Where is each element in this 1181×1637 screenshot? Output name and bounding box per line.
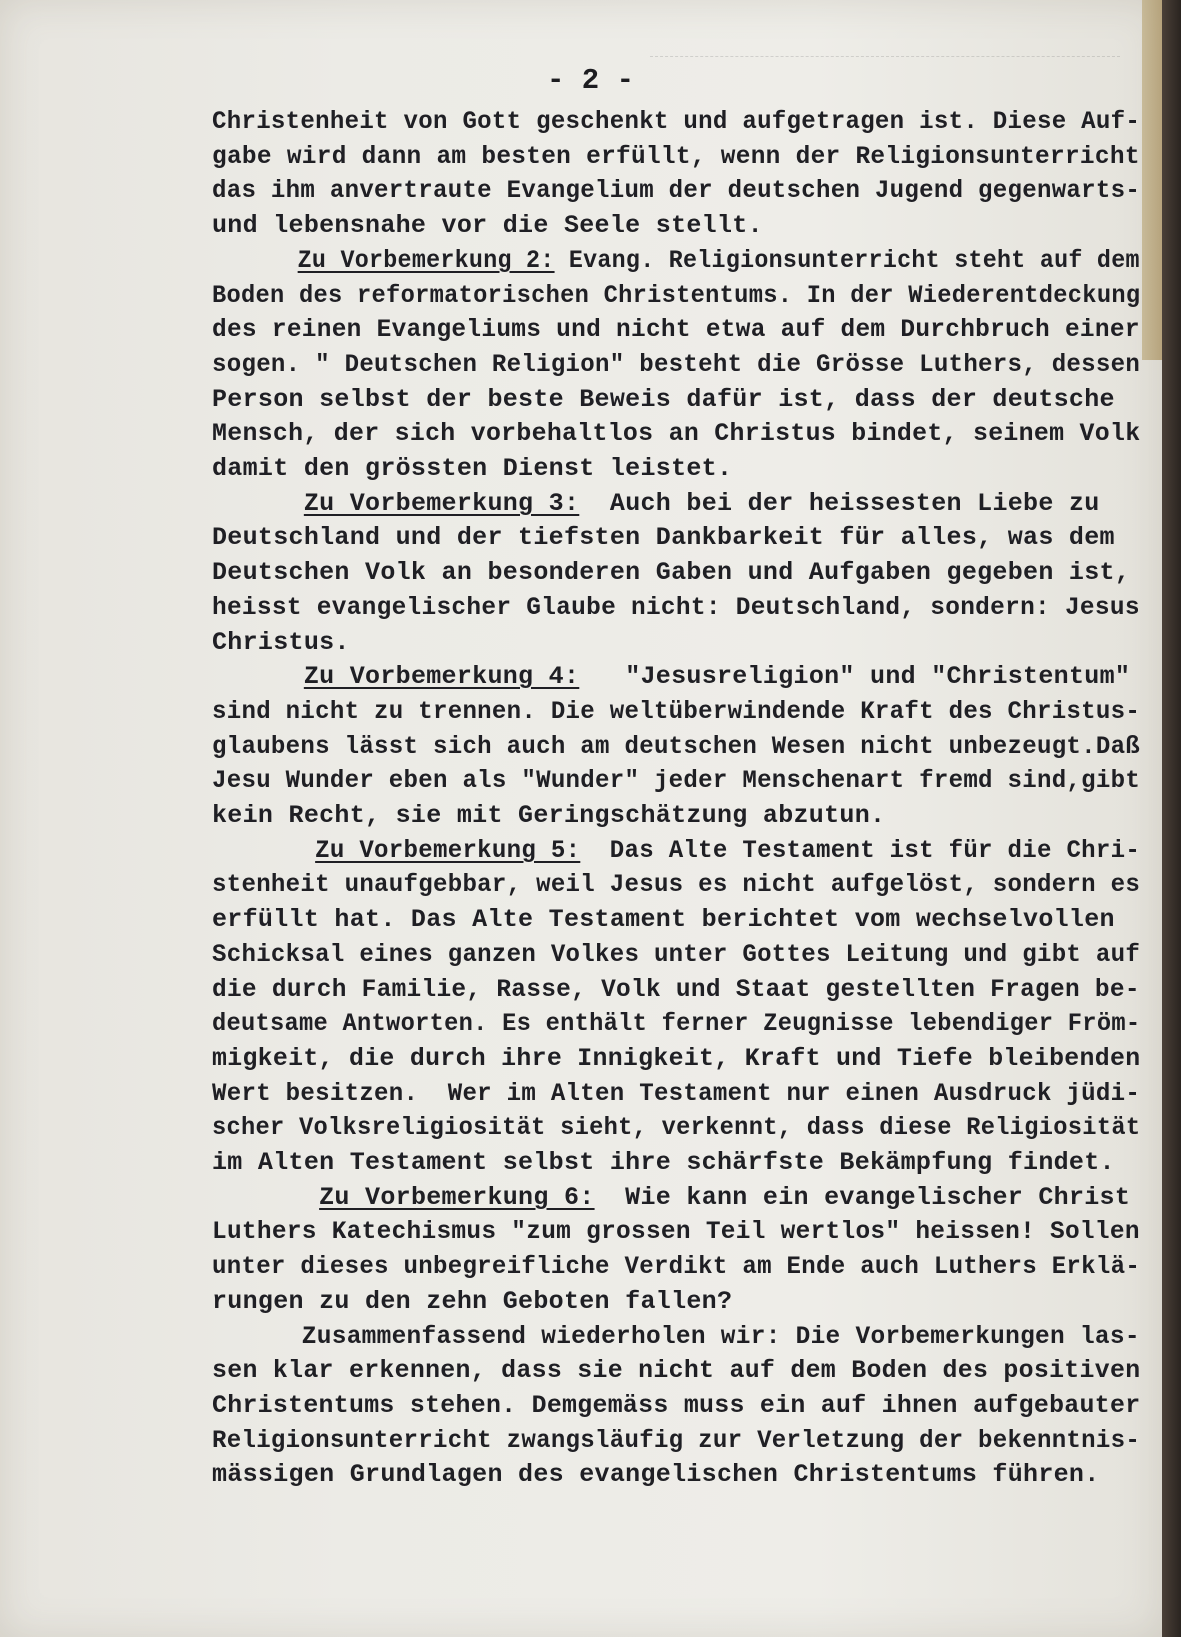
line-text: Luthers Katechismus "zum grossen Teil wertlos" heissen! Sollen xyxy=(212,1217,1140,1246)
text-line xyxy=(212,763,1140,798)
text-line xyxy=(212,1423,1140,1458)
text-line xyxy=(212,1249,1140,1284)
text-line xyxy=(212,902,1115,937)
text-line xyxy=(212,1041,1140,1076)
vorbemerkung-heading: Zu Vorbemerkung 4: xyxy=(303,662,580,691)
text-line xyxy=(212,1388,1140,1423)
line-text: migkeit, die durch ihre Innigkeit, Kraft und Tiefe bleibenden xyxy=(212,1044,1141,1073)
line-text: des reinen Evangeliums und nicht etwa auf dem Durchbruch einer xyxy=(212,315,1140,344)
line-text: unter dieses unbegreifliche Verdikt am Ende auch Luthers Erklä- xyxy=(212,1252,1141,1281)
text-line xyxy=(212,347,1140,382)
text-line xyxy=(212,1457,1100,1492)
line-text: im Alten Testament selbst ihre schärfste Bekämpfung findet. xyxy=(212,1148,1115,1177)
line-text: sind nicht zu trennen. Die weltüberwindende Kraft des Christus- xyxy=(212,697,1141,726)
line-text: Deutschland und der tiefsten Dankbarkeit für alles, was dem xyxy=(212,523,1115,552)
vorbemerkung-heading: Zu Vorbemerkung 6: xyxy=(319,1183,595,1212)
text-line xyxy=(212,451,732,486)
line-text: und lebensnahe vor die Seele stellt. xyxy=(212,211,763,240)
line-text: Schicksal eines ganzen Volkes unter Gottes Leitung und gibt auf xyxy=(212,940,1141,969)
line-text: Person selbst der beste Beweis dafür ist, dass der deutsche xyxy=(212,385,1115,414)
text-line xyxy=(212,1076,1140,1111)
indent xyxy=(212,1183,319,1212)
text-line xyxy=(212,416,1140,451)
section-heading-line xyxy=(212,243,1140,278)
text-line xyxy=(212,1353,1140,1388)
line-text: sogen. " Deutschen Religion" besteht die Grösse Luthers, dessen xyxy=(212,350,1141,379)
line-text: rungen zu den zehn Geboten fallen? xyxy=(212,1287,733,1316)
line-text: Mensch, der sich vorbehaltlos an Christus bindet, seinem Volk xyxy=(212,419,1141,448)
line-text: Wie kann ein evangelischer Christ xyxy=(594,1183,1131,1212)
page-edge-shadow xyxy=(1162,0,1181,1637)
text-line xyxy=(212,1145,1115,1180)
text-line xyxy=(212,798,885,833)
section-heading-line xyxy=(212,833,1140,868)
line-text: Jesu Wunder eben als "Wunder" jeder Menschenart fremd sind,gibt xyxy=(212,766,1141,795)
line-text: stenheit unaufgebbar, weil Jesus es nicht aufgelöst, sondern es xyxy=(212,870,1141,899)
line-text: Das Alte Testament ist für die Chri- xyxy=(580,836,1141,865)
line-text: Religionsunterricht zwangsläufig zur Verletzung der bekenntnis- xyxy=(212,1426,1141,1455)
indent xyxy=(212,1322,302,1351)
page-number: - 2 - xyxy=(546,64,634,97)
text-line xyxy=(212,173,1140,208)
text-line xyxy=(212,625,350,660)
text-line xyxy=(212,1284,732,1319)
line-text: Evang. Religionsunterricht steht auf dem xyxy=(554,246,1140,275)
indent xyxy=(212,662,304,691)
vorbemerkung-heading: Zu Vorbemerkung 2: xyxy=(297,246,555,275)
text-line xyxy=(212,208,763,243)
text-line xyxy=(212,867,1140,902)
line-text: Auch bei der heissesten Liebe zu xyxy=(579,489,1100,518)
section-heading-line xyxy=(212,659,1130,694)
text-line xyxy=(212,520,1115,555)
text-line xyxy=(212,937,1140,972)
text-line xyxy=(212,104,1140,139)
text-line xyxy=(212,1006,1140,1041)
text-line xyxy=(212,139,1140,174)
text-line xyxy=(212,312,1140,347)
line-text: glaubens lässt sich auch am deutschen Wesen nicht unbezeugt.Daß xyxy=(212,732,1141,761)
vorbemerkung-heading: Zu Vorbemerkung 5: xyxy=(315,836,581,865)
text-line xyxy=(212,278,1140,313)
line-text: "Jesusreligion" und "Christentum" xyxy=(579,662,1131,691)
vorbemerkung-heading: Zu Vorbemerkung 3: xyxy=(303,489,580,518)
text-line xyxy=(212,1110,1140,1145)
section-heading-line xyxy=(212,1180,1130,1215)
line-text: scher Volksreligiosität sieht, verkennt, dass diese Religiosität xyxy=(212,1113,1141,1142)
line-text: Deutschen Volk an besonderen Gaben und Aufgaben gegeben ist, xyxy=(212,558,1131,587)
line-text: mässigen Grundlagen des evangelischen Christentums führen. xyxy=(212,1460,1100,1489)
text-line xyxy=(212,729,1140,764)
line-text: deutsame Antworten. Es enthält ferner Zeugnisse lebendiger Fröm- xyxy=(212,1009,1141,1038)
text-line xyxy=(212,972,1140,1007)
line-text: erfüllt hat. Das Alte Testament berichtet vom wechselvollen xyxy=(212,905,1115,934)
indent xyxy=(212,246,298,275)
line-text: kein Recht, sie mit Geringschätzung abzutun. xyxy=(212,801,886,830)
text-line xyxy=(212,1319,1140,1354)
line-text: das ihm anvertraute Evangelium der deutschen Jugend gegenwarts- xyxy=(212,176,1141,205)
line-text: heisst evangelischer Glaube nicht: Deutschland, sondern: Jesus xyxy=(212,593,1140,622)
text-line xyxy=(212,694,1140,729)
line-text: die durch Familie, Rasse, Volk und Staat gestellten Fragen be- xyxy=(212,975,1140,1004)
text-line xyxy=(212,590,1140,625)
line-text: sen klar erkennen, dass sie nicht auf dem Boden des positiven xyxy=(212,1356,1141,1385)
text-line xyxy=(212,1214,1140,1249)
line-text: Christus. xyxy=(212,628,350,657)
line-text: Wert besitzen. Wer im Alten Testament nur einen Ausdruck jüdi- xyxy=(212,1079,1141,1108)
text-line xyxy=(212,382,1115,417)
tape-strip xyxy=(1142,0,1164,360)
line-text: Christenheit von Gott geschenkt und aufgetragen ist. Diese Auf- xyxy=(212,107,1141,136)
line-text: gabe wird dann am besten erfüllt, wenn der Religionsunterricht xyxy=(212,142,1140,171)
text-line xyxy=(212,555,1130,590)
line-text: Zusammenfassend wiederholen wir: Die Vorbemerkungen las- xyxy=(301,1322,1140,1351)
indent xyxy=(212,836,315,865)
line-text: Christentums stehen. Demgemäss muss ein auf ihnen aufgebauter xyxy=(212,1391,1141,1420)
indent xyxy=(212,489,304,518)
section-heading-line xyxy=(212,486,1100,521)
line-text: Boden des reformatorischen Christentums. In der Wiederentdeckung xyxy=(212,281,1141,310)
line-text: damit den grössten Dienst leistet. xyxy=(212,454,733,483)
